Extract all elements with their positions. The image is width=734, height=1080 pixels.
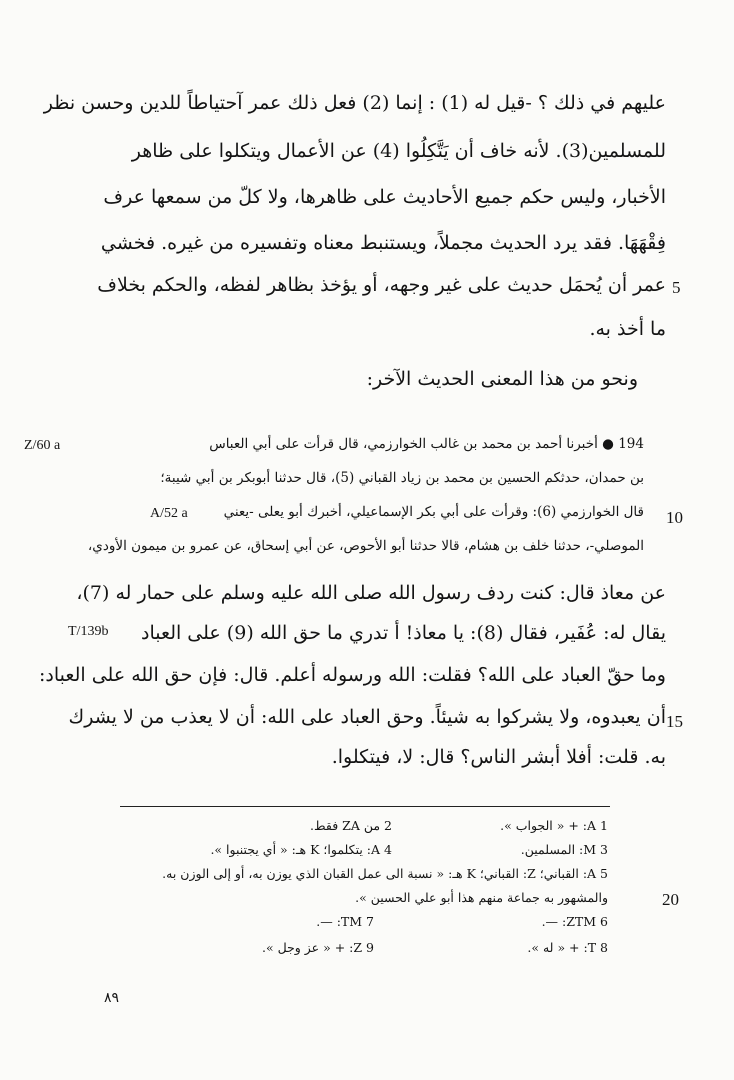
footnote-7: 7 TM: —.	[316, 914, 374, 929]
line-number-5: 5	[672, 278, 681, 297]
hadith-isnad-line-4: الموصلي-، حدثنا خلف بن هشام، قالا حدثنا أبو الأحوص، عن أبي إسحاق، عن عمرو بن ميمون الأودي،	[87, 538, 644, 554]
margin-ref-a: A/52 a	[150, 506, 188, 521]
hadith-isnad-line-2: بن حمدان، حدثكم الحسين بن محمد بن زياد القباني (5)، قال حدثنا أبوبكر بن أبي شيبة؛	[160, 470, 644, 486]
main-text-line-2: للمسلمين(3). لأنه خاف أن يَتَّكِلُوا (4) عن الأعمال ويتكلوا على ظاهر	[131, 140, 666, 162]
hadith-matn-line-4: أن يعبدوه، ولا يشركوا به شيئاً. وحق العباد على الله: أن لا يعذب من لا يشرك	[68, 706, 666, 728]
hadith-matn-line-2: يقال له: عُفَير، فقال (8): يا معاذ! أ تدري ما حق الله (9) على العباد	[141, 622, 666, 644]
line-number-20: 20	[662, 890, 679, 909]
page-number: ٨٩	[104, 990, 120, 1006]
hadith-isnad-line-3: قال الخوارزمي (6): وقرأت على أبي بكر الإسماعيلي، أخبرك أبو يعلى -يعني	[223, 504, 644, 520]
hadith-isnad-line-1: 194 ● أخبرنا أحمد بن محمد بن غالب الخوارزمي، قال قرأت على أبي العباس	[209, 436, 644, 452]
footnote-2: 2 من ZA فقط.	[310, 818, 392, 833]
main-text-line-4: فِقْهَهَا. فقد يرد الحديث مجملاً، ويستنبط معناه وتفسيره من غيره. فخشي	[100, 232, 666, 254]
hadith-matn-line-5: به. قلت: أفلا أبشر الناس؟ قال: لا، فيتكلوا.	[331, 746, 666, 768]
line-number-10: 10	[666, 508, 683, 527]
margin-ref-t: T/139b	[68, 624, 109, 639]
main-text-line-3: الأخبار، وليس حكم جميع الأحاديث على ظاهرها، ولا كلّ من سمعها عرف	[103, 186, 666, 208]
footnote-6: 6 ZTM: —.	[541, 914, 608, 929]
footnote-1: 1 A: + « الجواب ».	[500, 818, 608, 833]
main-text-line-6: ما أخذ به.	[589, 318, 666, 340]
margin-ref-z: Z/60 a	[24, 438, 61, 453]
footnote-5: 5 A: القباني؛ Z: القباني؛ K هـ: « نسبة الى عمل القبان الذي يوزن به، أو إلى الوزن به.	[162, 866, 608, 881]
main-text-line-1: عليهم في ذلك ؟ -قيل له (1) : إنما (2) فعل ذلك عمر آحتياطاً للدين وحسن نظر	[43, 92, 666, 114]
footnote-9: 9 Z: + « عز وجل ».	[261, 940, 374, 955]
footnote-5-cont: والمشهور به جماعة منهم هذا أبو علي الحسين ».	[355, 890, 608, 905]
hadith-matn-line-1: عن معاذ قال: كنت ردف رسول الله صلى الله عليه وسلم على حمار له (7)،	[76, 582, 666, 604]
hadith-matn-line-3: وما حقّ العباد على الله؟ فقلت: الله ورسوله أعلم. قال: فإن حق الله على العباد:	[39, 664, 666, 686]
footnote-3: 3 M: المسلمين.	[520, 842, 608, 857]
footnote-separator	[120, 806, 610, 807]
footnote-4: 4 A: يتكلموا؛ K هـ: « أي يجتنبوا ».	[210, 842, 392, 857]
footnote-8: 8 T: + « له ».	[527, 940, 608, 955]
main-text-line-5: عمر أن يُحمَل حديث على غير وجهه، أو يؤخذ بظاهر لفظه، والحكم بخلاف	[97, 274, 666, 296]
line-number-15: 15	[666, 712, 683, 731]
section-intro: ونحو من هذا المعنى الحديث الآخر:	[366, 368, 638, 390]
